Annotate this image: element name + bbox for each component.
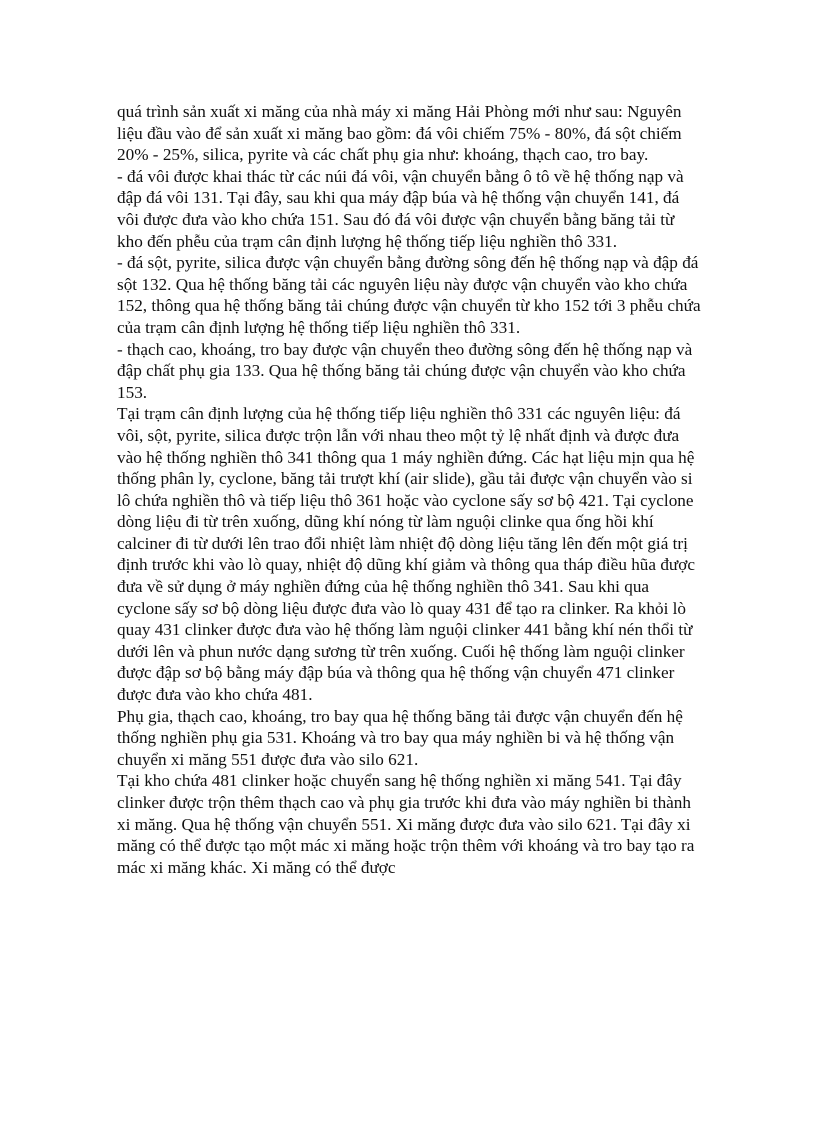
- paragraph-intro: quá trình sản xuất xi măng của nhà máy xi măng Hải Phòng mới như sau: Nguyên liệu đầu vào để sản xuất xi măng bao gồm: đá vôi chiếm 75% - 80%, đá sột chiếm 20% - 25%, silica, pyrite và các chất phụ gia như: khoáng, thạch cao, tro bay.: [117, 102, 682, 165]
- paragraph-gypsum-additives: - thạch cao, khoáng, tro bay được vận chuyển theo đường sông đến hệ thống nạp và đập chất phụ gia 133. Qua hệ thống băng tải chúng được vận chuyển vào kho chứa 153.: [117, 339, 693, 402]
- document-page: [117, 101, 701, 878]
- paragraph-raw-mill: Tại trạm cân định lượng của hệ thống tiếp liệu nghiền thô 331 các nguyên liệu: đá vôi, sột, pyrite, silica được trộn lẫn với nhau theo một tỷ lệ nhất định và được đưa vào hệ thống nghiền thô 341 thông qua 1 máy nghiền đứng. Các hạt liệu mịn qua hệ thống phân ly, cyclone, băng tải trượt khí (air slide), gầu tải được vận chuyển vào si lô chứa nghiền thô và tiếp liệu thô 361 hoặc vào cyclone sấy sơ bộ 421. Tại cyclone dòng liệu đi từ trên xuống, dũng khí nóng từ làm nguội clinke qua ống hồi khí calciner đi từ dưới lên trao đổi nhiệt làm nhiệt độ dòng liệu tăng lên đến một giá trị định trước khi vào lò quay, nhiệt độ dũng khí giảm và thông qua tháp điều hũa được đưa về sử dụng ở máy nghiền đứng của hệ thống nghiền thô 341. Sau khi qua cyclone sấy sơ bộ dòng liệu được đưa vào lò quay 431 để tạo ra clinker. Ra khỏi lò quay 431 clinker được đưa vào hệ thống làm nguội clinker 441 bằng khí nén thổi từ dưới lên và phun nước dạng sương từ trên xuống. Cuối hệ thống làm nguội clinker được đập sơ bộ bằng máy đập búa và thông qua hệ thống vận chuyển 471 clinker được đưa vào kho chứa 481.: [117, 404, 695, 705]
- paragraph-limestone: - đá vôi được khai thác từ các núi đá vôi, vận chuyển bằng ô tô về hệ thống nạp và đập đá vôi 131. Tại đây, sau khi qua máy đập búa và hệ thống vận chuyển 141, đá vôi được đưa vào kho chứa 151. Sau đó đá vôi được vận chuyển bằng băng tải từ kho đến phễu của trạm cân định lượng hệ thống tiếp liệu nghiền thô 331.: [117, 166, 684, 251]
- paragraph-additive-mill: Phụ gia, thạch cao, khoáng, tro bay qua hệ thống băng tải được vận chuyển đến hệ thống nghiền phụ gia 531. Khoáng và tro bay qua máy nghiền bi và hệ thống vận chuyển xi măng 551 được đưa vào silo 621.: [117, 706, 683, 769]
- paragraph-cement-mill: Tại kho chứa 481 clinker hoặc chuyển sang hệ thống nghiền xi măng 541. Tại đây clinker được trộn thêm thạch cao và phụ gia trước khi đưa vào máy nghiền bi thành xi măng. Qua hệ thống vận chuyển 551. Xi măng được đưa vào silo 621. Tại đây xi măng có thể được tạo một mác xi măng hoặc trộn thêm với khoáng và tro bay tạo ra mác xi măng khác. Xi măng có thể được: [117, 771, 695, 877]
- paragraph-clay-pyrite-silica: - đá sột, pyrite, silica được vận chuyển bằng đường sông đến hệ thống nạp và đập đá sột 132. Qua hệ thống băng tải các nguyên liệu này được vận chuyển vào kho chứa 152, thông qua hệ thống băng tải chúng được vận chuyển từ kho 152 tới 3 phễu chứa của trạm cân định lượng hệ thống tiếp liệu nghiền thô 331.: [117, 253, 701, 337]
